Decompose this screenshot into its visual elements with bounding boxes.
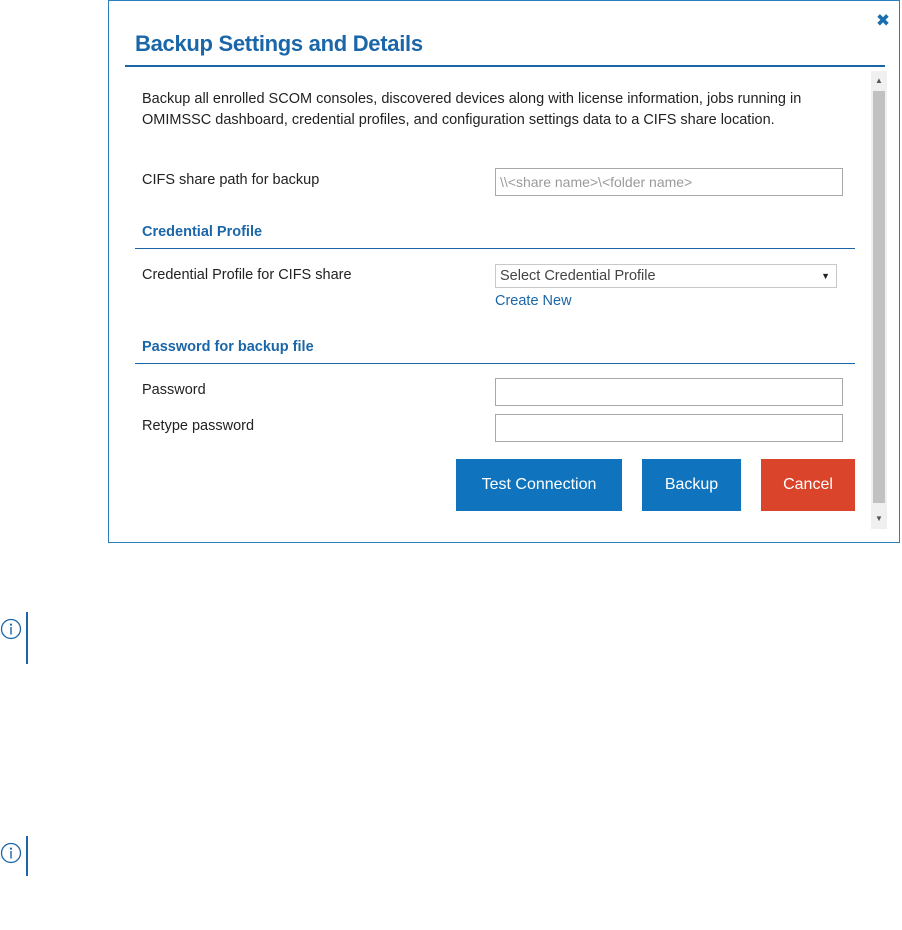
test-connection-button[interactable]: Test Connection xyxy=(456,459,622,511)
scroll-down-arrow-icon[interactable]: ▼ xyxy=(875,514,883,523)
note-marker xyxy=(0,836,28,888)
backup-button[interactable]: Backup xyxy=(642,459,741,511)
dropdown-arrow-icon: ▼ xyxy=(821,271,830,281)
scroll-thumb[interactable] xyxy=(873,91,885,503)
close-icon[interactable]: ✖ xyxy=(875,11,891,30)
password-input[interactable] xyxy=(495,378,843,406)
credential-profile-select[interactable] xyxy=(495,264,837,288)
credential-section-divider xyxy=(135,248,855,249)
info-icon xyxy=(0,618,22,640)
credential-profile-label: Credential Profile for CIFS share xyxy=(142,267,352,283)
password-section-divider xyxy=(135,363,855,364)
credential-profile-select-value: Select Credential Profile xyxy=(500,268,656,284)
password-section-title: Password for backup file xyxy=(142,339,314,355)
info-icon xyxy=(0,842,22,864)
cancel-button[interactable]: Cancel xyxy=(761,459,855,511)
note-divider xyxy=(26,836,28,876)
backup-description: Backup all enrolled SCOM consoles, discovered devices along with license information, jobs running in OMIMSSC dashboard, credential profiles, and configuration settings data to a CIFS share location. xyxy=(142,91,802,128)
credential-profile-section-title: Credential Profile xyxy=(142,224,263,240)
cifs-path-input[interactable] xyxy=(495,168,843,196)
password-label: Password xyxy=(142,382,206,398)
cifs-path-label: CIFS share path for backup xyxy=(142,172,320,188)
dialog-title: Backup Settings and Details xyxy=(135,31,423,56)
dialog-content xyxy=(109,67,869,537)
retype-password-label: Retype password xyxy=(142,418,255,434)
create-new-link[interactable]: Create New xyxy=(495,293,572,309)
dialog-scrollbar[interactable] xyxy=(871,71,887,529)
backup-settings-dialog xyxy=(108,0,900,543)
scroll-up-arrow-icon[interactable]: ▲ xyxy=(875,76,883,85)
note-marker xyxy=(0,612,28,664)
note-divider xyxy=(26,612,28,664)
retype-password-input[interactable] xyxy=(495,414,843,442)
